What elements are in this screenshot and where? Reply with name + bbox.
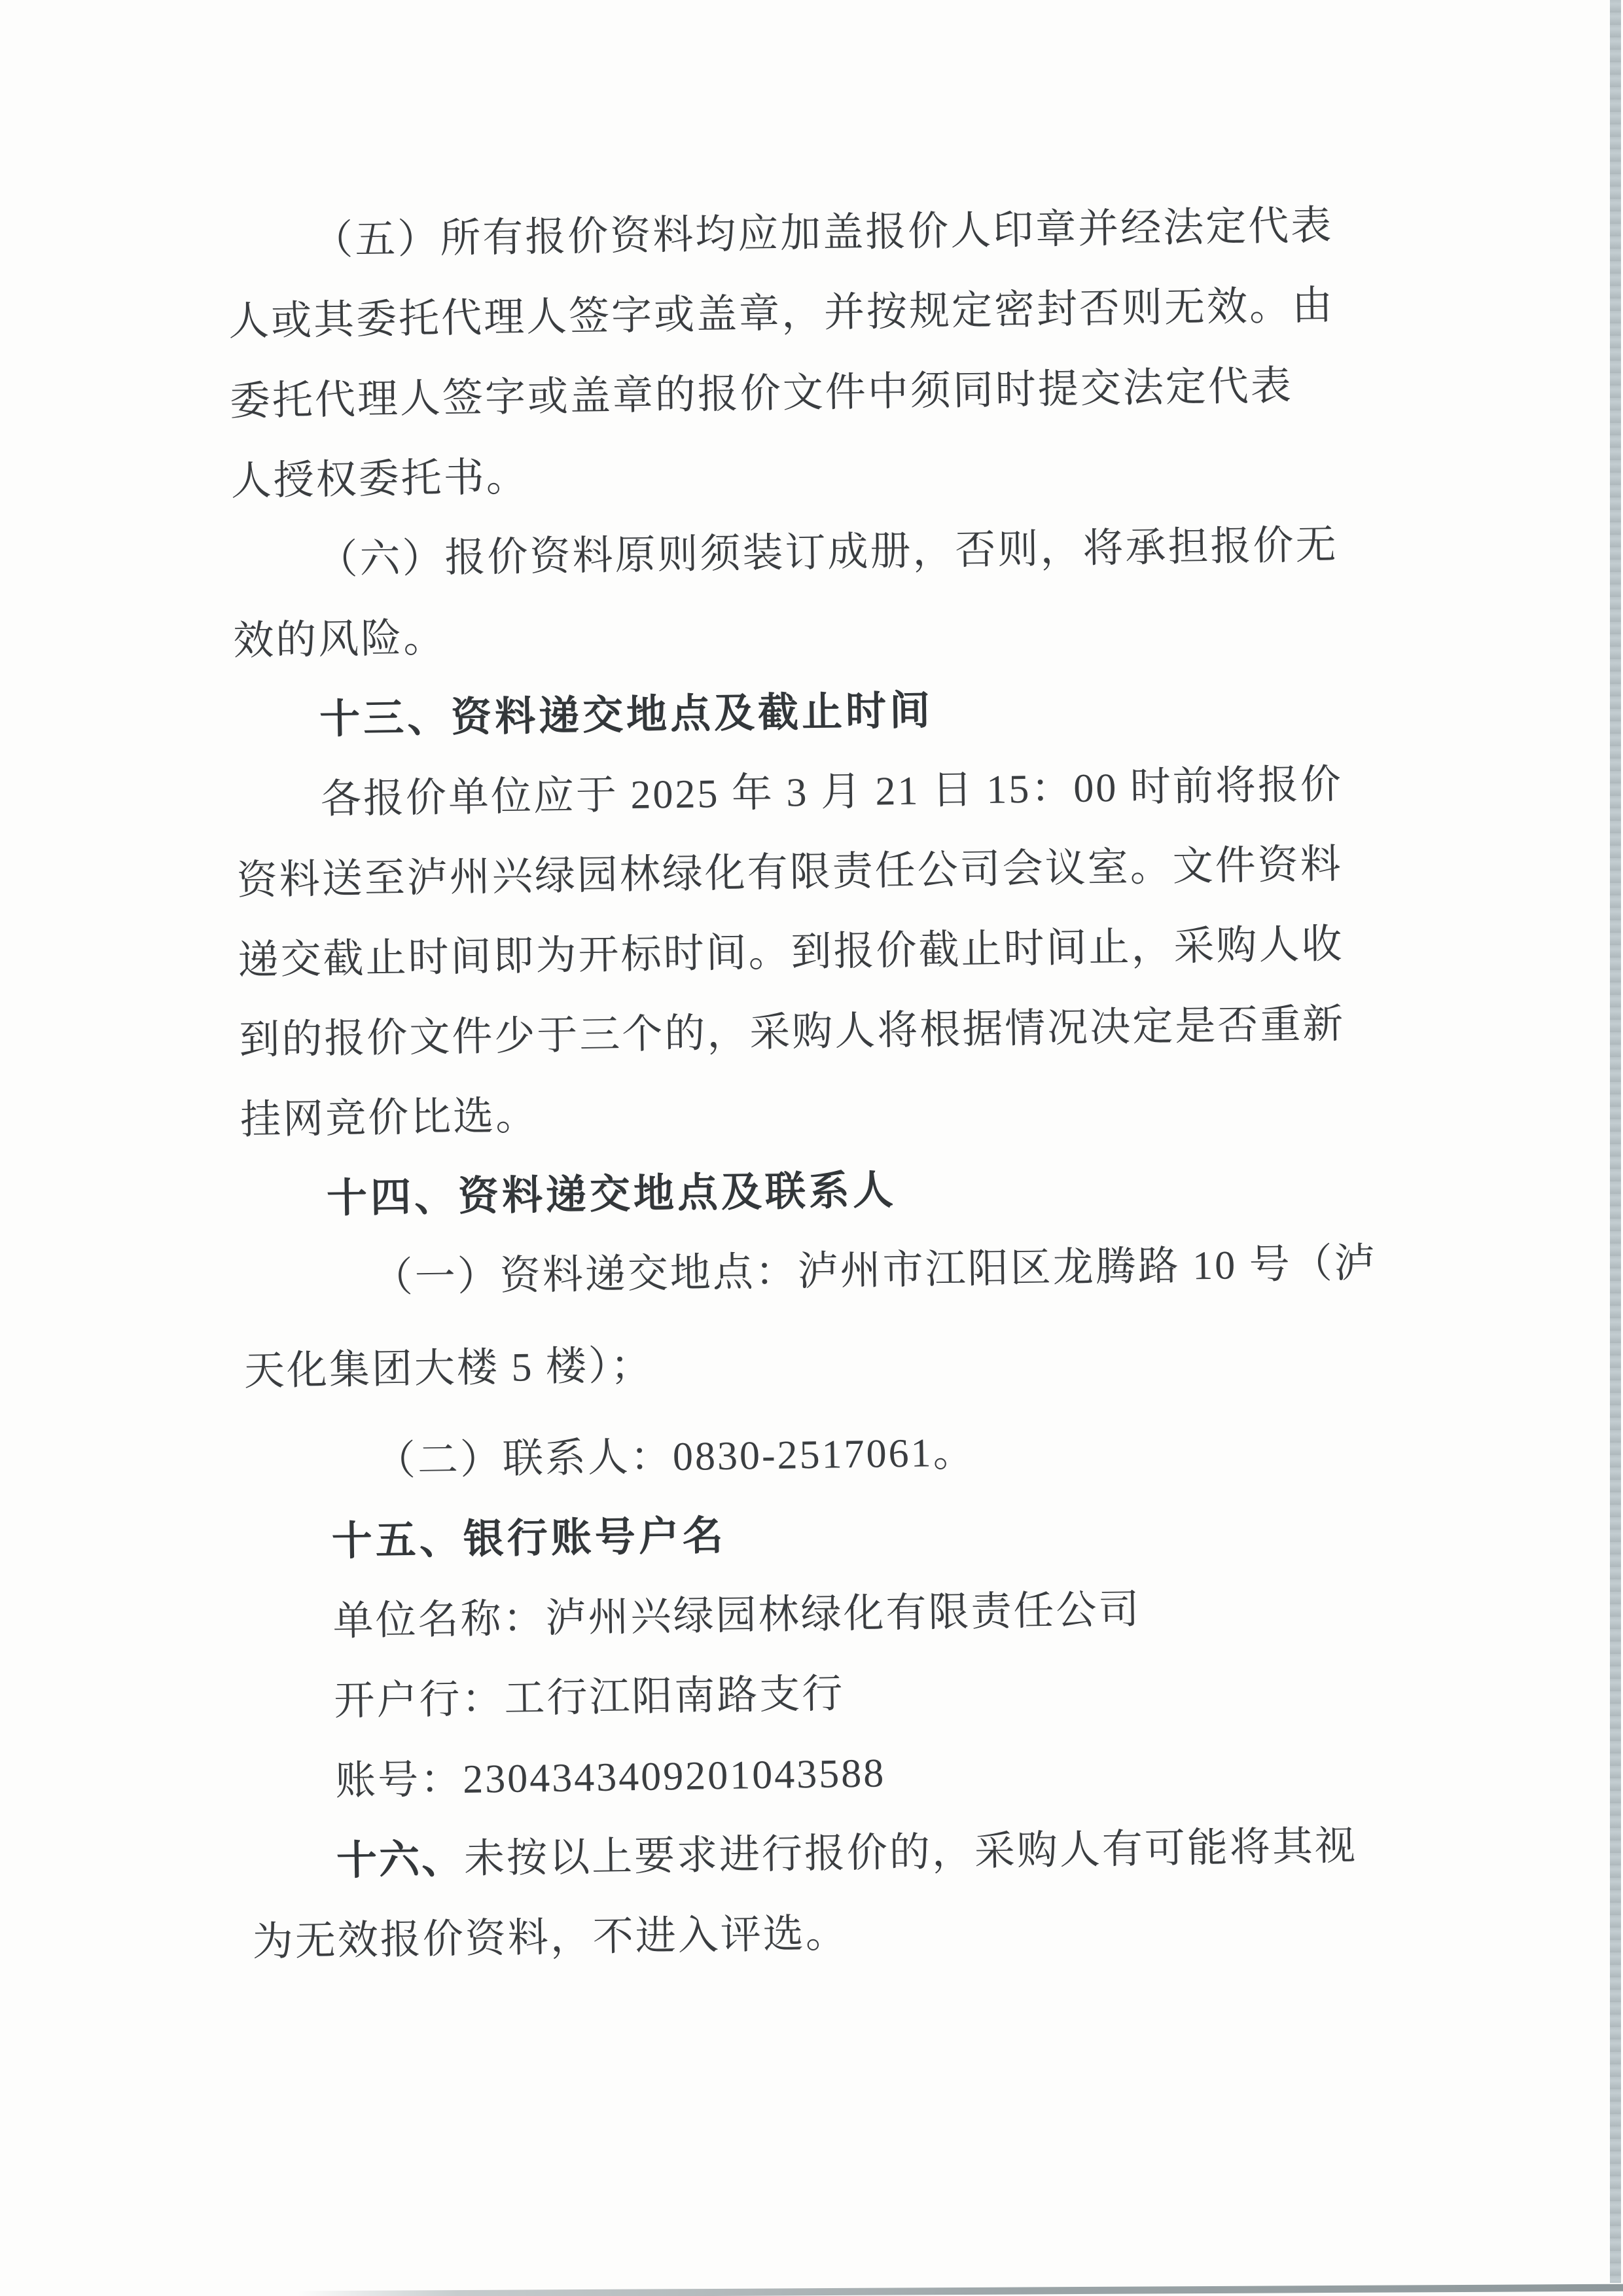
text-line: （五）所有报价资料均应加盖报价人印章并经法定代表 (312, 203, 1334, 264)
text-line: （一）资料递交地点：泸州市江阳区龙腾路 10 号（泸 (372, 1241, 1378, 1300)
text-line (251, 1806, 1404, 1903)
text-line: 各报价单位应于 2025 年 3 月 21 日 15：00 时前将报价 (320, 762, 1344, 823)
right-page-edge-strip (1610, 0, 1621, 2283)
section-heading-line: 十五、银行账号户名 (331, 1513, 727, 1564)
text-line: 递交截止时间即为开标时间。到报价截止时间止，采购人收 (238, 922, 1344, 983)
text-line: 人或其委托代理人签字或盖章，并按规定密封否则无效。由 (228, 283, 1335, 345)
document-content (226, 185, 1404, 1982)
text-line: 到的报价文件少于三个的，采购人将根据情况决定是否重新 (238, 1001, 1346, 1063)
text-line: 为无效报价资料，不进入评选。 (252, 1911, 849, 1965)
section-heading-line: 十四、资料递交地点及联系人 (326, 1168, 897, 1221)
text-line: 资料送至泸州兴绿园林绿化有限责任公司会议室。文件资料 (236, 842, 1344, 903)
bottom-page-edge-strip (298, 2284, 1623, 2296)
text-line: 天化集团大楼 5 楼）； (243, 1343, 654, 1394)
text-line: 委托代理人签字或盖章的报价文件中须同时提交法定代表 (229, 363, 1294, 425)
text-line: 单位名称：泸州兴绿园林绿化有限责任公司 (332, 1587, 1142, 1644)
text-line: 效的风险。 (232, 616, 446, 664)
line-text: 未按以上要求进行报价的，采购人有可能将其视 (463, 1823, 1358, 1882)
section-heading-line: 十三、资料递交地点及截止时间 (319, 689, 934, 743)
text-line: （二）联系人：0830-2517061。 (374, 1430, 976, 1484)
text-line: 挂网竞价比选。 (240, 1094, 539, 1143)
text-line: 账号：2304343409201043588 (334, 1751, 886, 1804)
section-number-bold: 十六、 (336, 1837, 465, 1884)
text-line: 开户行：工行江阳南路支行 (333, 1672, 845, 1724)
text-line: （六）报价资料原则须装订成册，否则，将承担报价无 (317, 522, 1338, 583)
text-line: 人授权委托书。 (230, 455, 529, 505)
